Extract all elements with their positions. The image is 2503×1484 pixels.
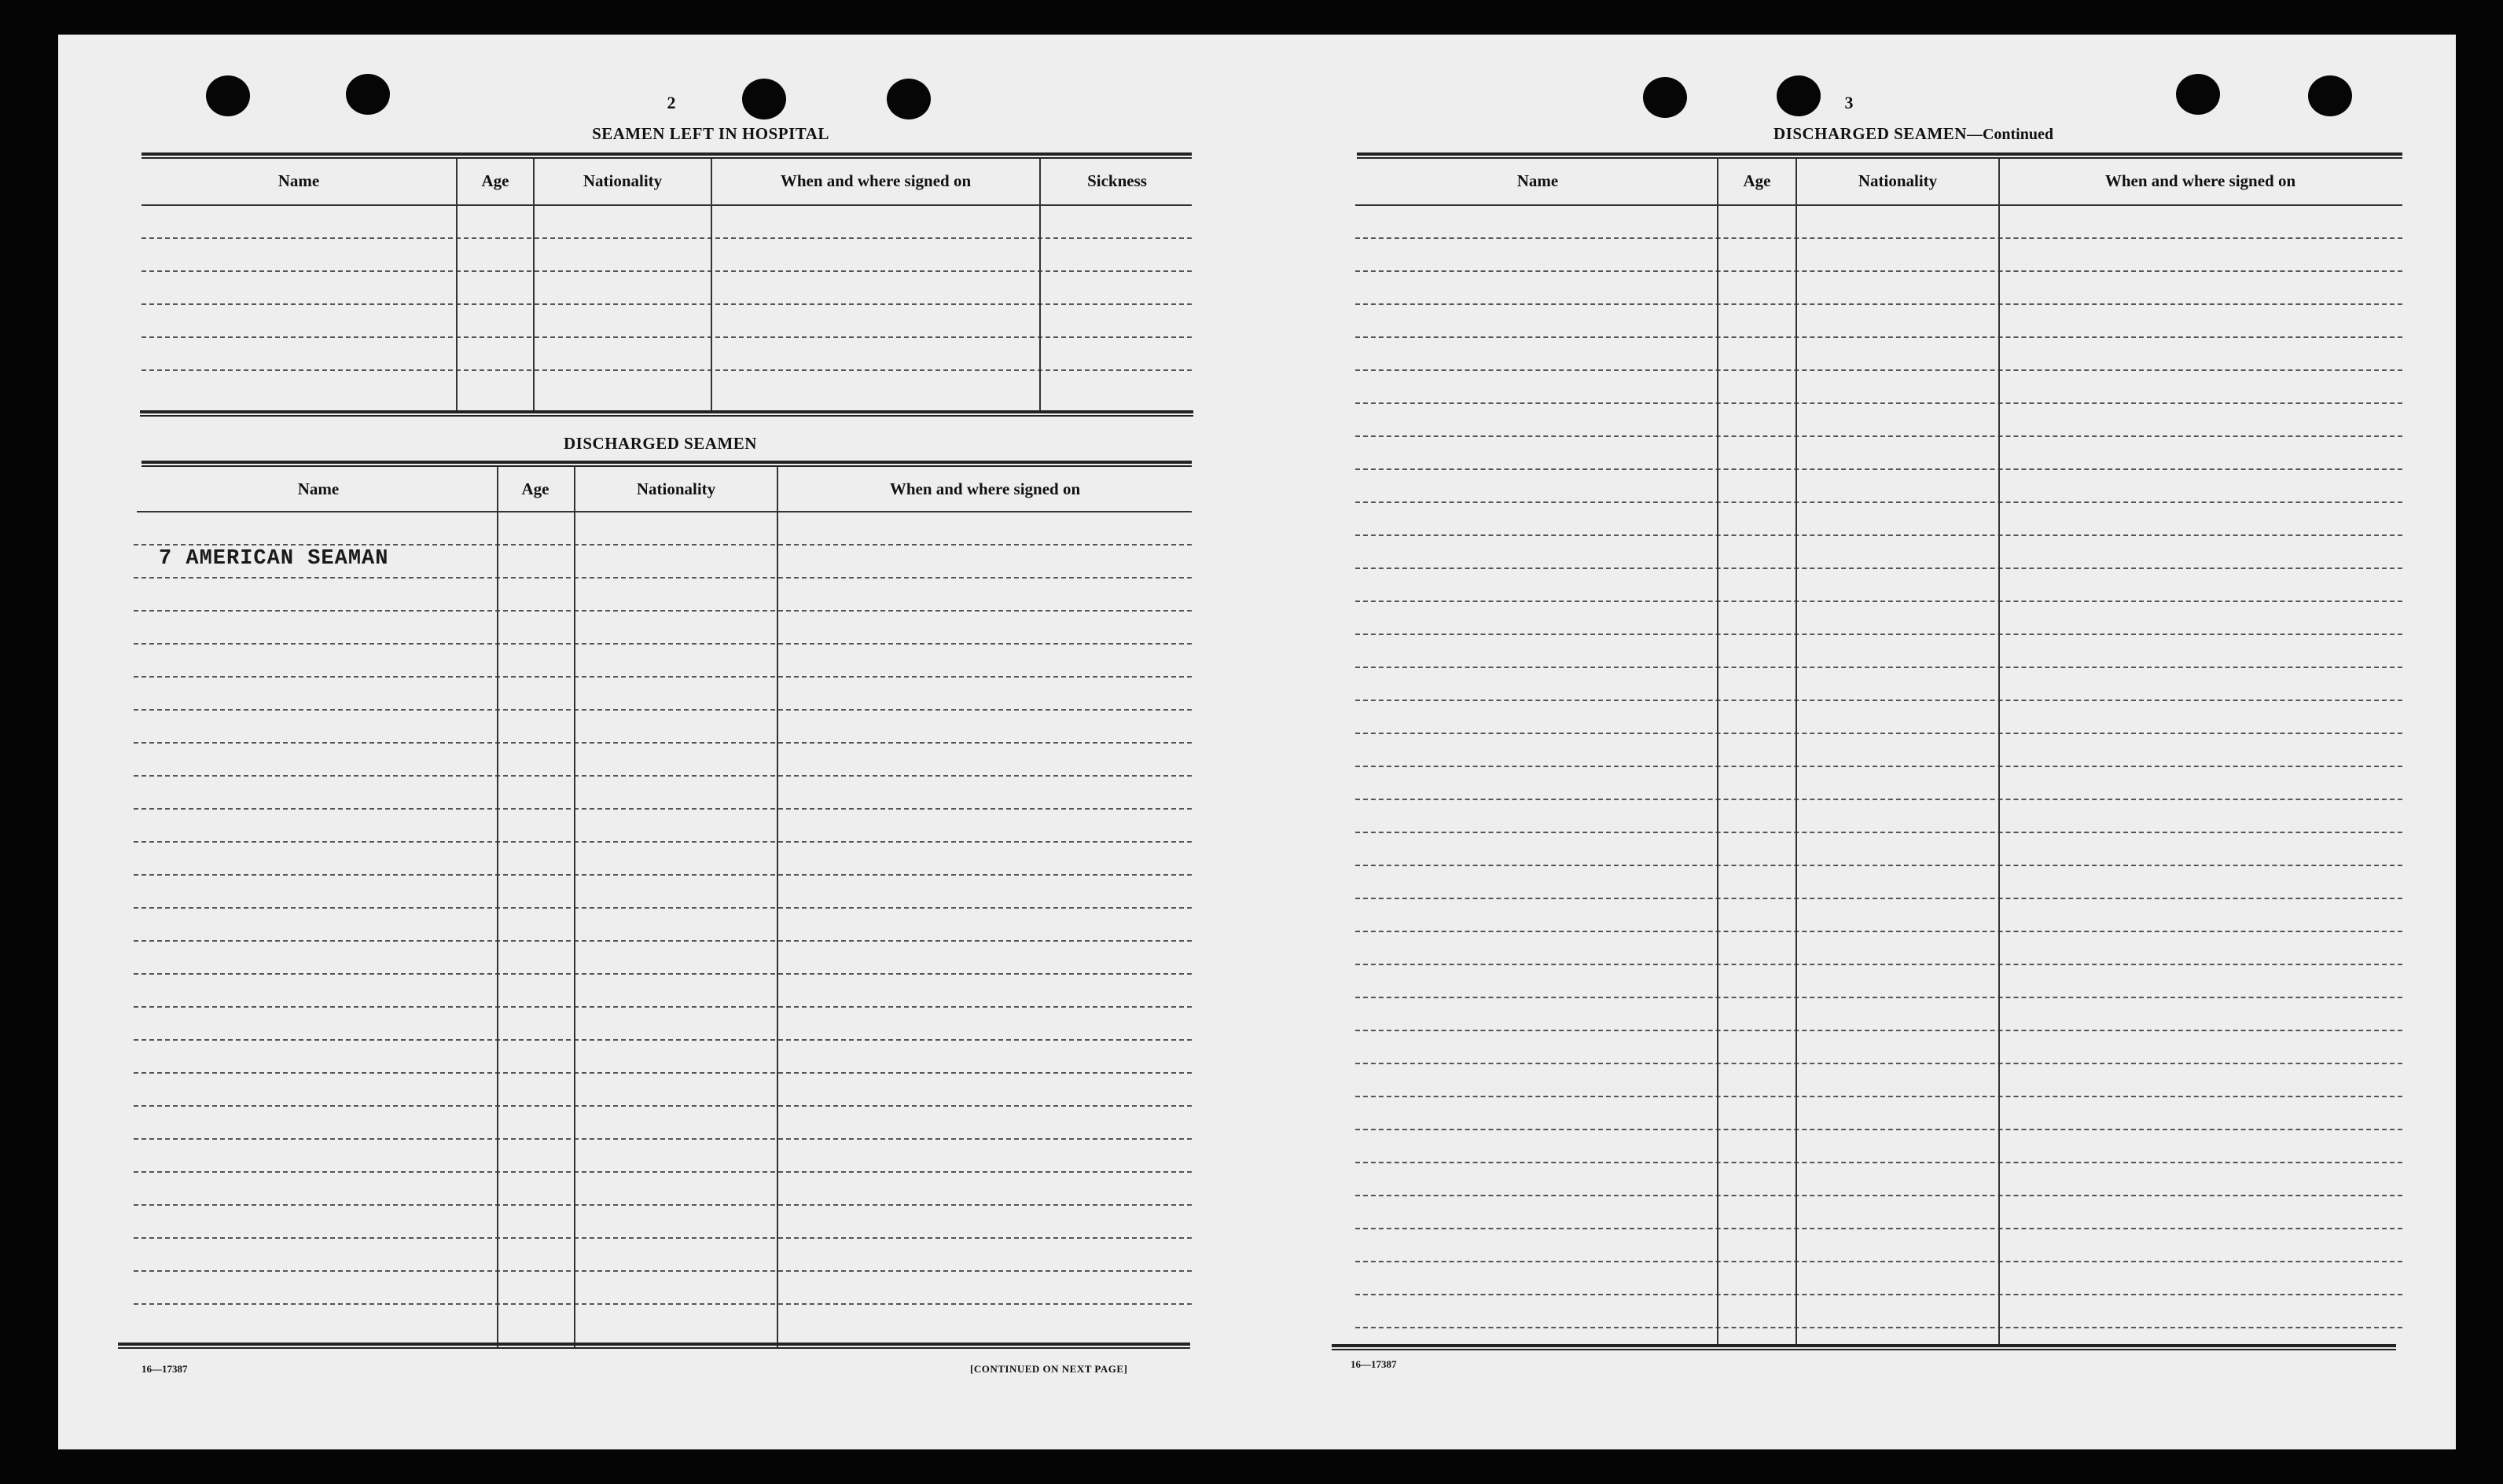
ruled-line bbox=[134, 874, 1192, 876]
ruled-line bbox=[134, 1138, 1192, 1140]
ruled-line bbox=[1355, 237, 2402, 239]
ruled-line bbox=[134, 709, 1192, 711]
discharged-section-title: DISCHARGED SEAMEN bbox=[564, 434, 757, 453]
ruled-line bbox=[1355, 1063, 2402, 1064]
column-divider bbox=[497, 467, 498, 1347]
col-header-nationality: Nationality bbox=[636, 479, 716, 498]
punch-hole bbox=[887, 79, 931, 119]
ruled-line bbox=[1355, 468, 2402, 470]
header-underline bbox=[137, 511, 1192, 512]
punch-hole bbox=[2176, 74, 2220, 115]
col-header-sickness: Sickness bbox=[1087, 171, 1147, 190]
ruled-line bbox=[1355, 997, 2402, 998]
punch-hole bbox=[742, 79, 786, 119]
right-section-title-main: DISCHARGED SEAMEN bbox=[1773, 124, 1967, 143]
column-divider bbox=[533, 159, 535, 412]
ruled-line bbox=[134, 841, 1192, 843]
column-divider bbox=[1998, 159, 2000, 1346]
page-number-right: 3 bbox=[1844, 93, 1854, 112]
column-divider bbox=[1039, 159, 1041, 412]
ruled-line bbox=[134, 577, 1192, 579]
ruled-line bbox=[1355, 832, 2402, 833]
ruled-line bbox=[1355, 336, 2402, 338]
col-header-name: Name bbox=[277, 171, 320, 190]
punch-hole bbox=[346, 74, 390, 115]
hospital-table-top-rule bbox=[142, 152, 1192, 159]
col-header-name: Name bbox=[297, 479, 340, 498]
ruled-line bbox=[1355, 931, 2402, 932]
ruled-line bbox=[1355, 402, 2402, 404]
ruled-line bbox=[1355, 700, 2402, 701]
col-header-age: Age bbox=[481, 171, 509, 190]
ruled-line bbox=[134, 1105, 1192, 1107]
col-header-when-where: When and where signed on bbox=[780, 171, 972, 190]
ruled-line bbox=[134, 808, 1192, 810]
col-header-nationality: Nationality bbox=[583, 171, 663, 190]
ruled-line bbox=[1355, 303, 2402, 305]
ruled-line bbox=[134, 1072, 1192, 1074]
ruled-line bbox=[1355, 1327, 2402, 1328]
ruled-line bbox=[134, 742, 1192, 744]
form-number: 16—17387 bbox=[1351, 1358, 1397, 1370]
ruled-line bbox=[142, 303, 1192, 305]
ruled-line bbox=[134, 775, 1192, 777]
hospital-section-title: SEAMEN LEFT IN HOSPITAL bbox=[592, 124, 829, 143]
right-table-bottom-rule bbox=[1332, 1344, 2396, 1350]
ruled-line bbox=[1355, 766, 2402, 767]
ruled-line bbox=[1355, 964, 2402, 965]
ruled-line bbox=[134, 907, 1192, 909]
ruled-line bbox=[1355, 568, 2402, 569]
ruled-line bbox=[1355, 369, 2402, 371]
column-divider bbox=[1717, 159, 1718, 1346]
ruled-line bbox=[134, 544, 1192, 545]
ruled-line bbox=[1355, 1195, 2402, 1196]
punch-hole bbox=[206, 75, 250, 116]
punch-hole bbox=[1777, 75, 1821, 116]
discharged-table-bottom-rule bbox=[118, 1343, 1190, 1349]
right-table-top-rule bbox=[1357, 152, 2402, 159]
document-sheet bbox=[58, 35, 2456, 1449]
column-divider bbox=[777, 467, 778, 1347]
ruled-line bbox=[1355, 1030, 2402, 1031]
ruled-line bbox=[1355, 1129, 2402, 1130]
ruled-line bbox=[134, 643, 1192, 645]
ruled-line bbox=[1355, 667, 2402, 668]
ruled-line bbox=[134, 1171, 1192, 1173]
ruled-line bbox=[134, 1204, 1192, 1206]
page-number-left: 2 bbox=[667, 93, 676, 112]
ruled-line bbox=[1355, 1096, 2402, 1097]
ruled-line bbox=[1355, 1228, 2402, 1229]
ruled-line bbox=[134, 1270, 1192, 1272]
column-divider bbox=[711, 159, 712, 412]
ruled-line bbox=[1355, 799, 2402, 800]
header-underline bbox=[1355, 204, 2402, 206]
ruled-line bbox=[134, 1006, 1192, 1008]
ruled-line bbox=[1355, 501, 2402, 503]
ruled-line bbox=[142, 237, 1192, 239]
ruled-line bbox=[1355, 634, 2402, 635]
right-section-title-suffix: —Continued bbox=[1966, 126, 2053, 143]
col-header-age: Age bbox=[1743, 171, 1771, 190]
right-section-title bbox=[1615, 124, 2212, 144]
ruled-line bbox=[1355, 898, 2402, 899]
punch-hole bbox=[2308, 75, 2352, 116]
col-header-nationality: Nationality bbox=[1858, 171, 1938, 190]
column-divider bbox=[574, 467, 575, 1347]
ruled-line bbox=[134, 676, 1192, 678]
ruled-line bbox=[142, 270, 1192, 272]
ruled-line bbox=[134, 610, 1192, 612]
ruled-line bbox=[1355, 601, 2402, 602]
ruled-line bbox=[1355, 435, 2402, 437]
ruled-line bbox=[1355, 1294, 2402, 1295]
continued-note: [CONTINUED ON NEXT PAGE] bbox=[970, 1363, 1128, 1375]
ruled-line bbox=[142, 336, 1192, 338]
ruled-line bbox=[1355, 270, 2402, 272]
hospital-table-bottom-rule bbox=[140, 410, 1193, 417]
ruled-line bbox=[134, 1237, 1192, 1239]
ruled-line bbox=[134, 940, 1192, 942]
header-underline bbox=[142, 204, 1192, 206]
col-header-age: Age bbox=[521, 479, 549, 498]
column-divider bbox=[1795, 159, 1797, 1346]
col-header-when-where: When and where signed on bbox=[2104, 171, 2296, 190]
form-number: 16—17387 bbox=[142, 1363, 188, 1375]
ruled-line bbox=[1355, 865, 2402, 866]
ruled-line bbox=[1355, 1261, 2402, 1262]
discharged-table-top-rule bbox=[142, 461, 1192, 467]
col-header-when-where: When and where signed on bbox=[889, 479, 1081, 498]
ruled-line bbox=[1355, 1162, 2402, 1163]
ruled-line bbox=[142, 369, 1192, 371]
ruled-line bbox=[134, 973, 1192, 975]
punch-hole bbox=[1643, 77, 1687, 118]
typed-entry: 7 AMERICAN SEAMAN bbox=[159, 547, 389, 571]
ruled-line bbox=[134, 1303, 1192, 1305]
ruled-line bbox=[1355, 733, 2402, 734]
ruled-line bbox=[1355, 534, 2402, 536]
ruled-line bbox=[134, 1039, 1192, 1041]
column-divider bbox=[456, 159, 458, 412]
col-header-name: Name bbox=[1516, 171, 1559, 190]
